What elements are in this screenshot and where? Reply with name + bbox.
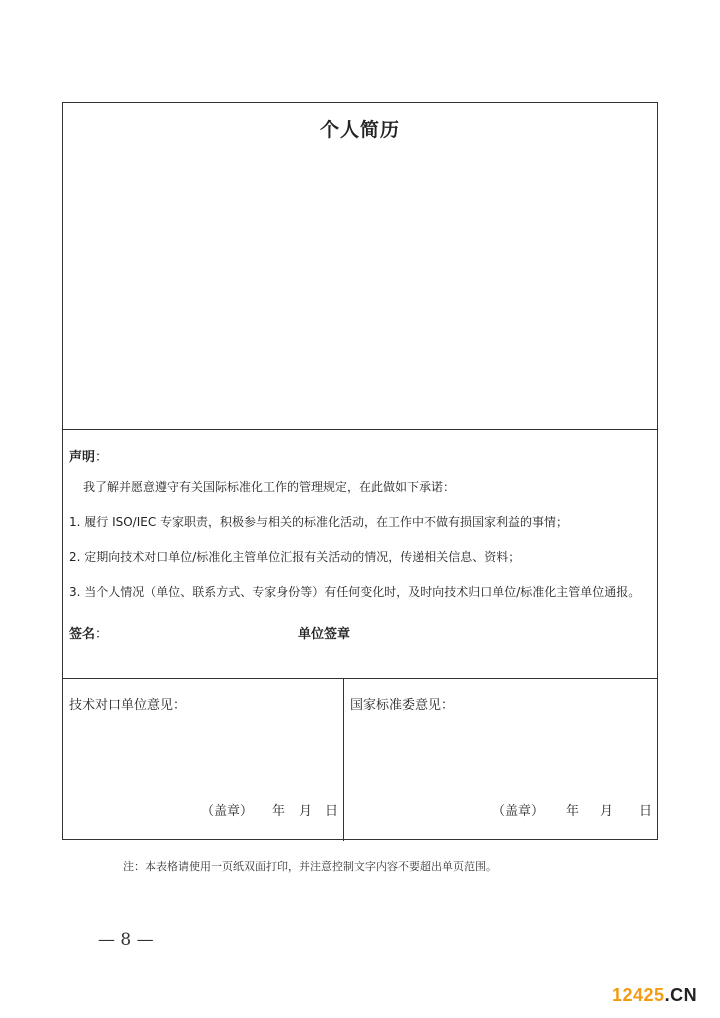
footnote: 注：本表格请使用一页纸双面打印，并注意控制文字内容不要超出单页范围。 — [123, 860, 497, 873]
signature-label — [69, 623, 108, 642]
declaration-section — [63, 430, 657, 679]
declaration-item-1: 1. 履行 ISO/IEC 专家职责，积极参与相关的标准化活动，在工作中不做有损国家利益的事情； — [69, 515, 569, 529]
sac-opinion-label: 国家标准委意见： — [350, 698, 455, 713]
tech-unit-opinion-label: 技术对口单位意见： — [69, 698, 187, 713]
expert-form — [62, 102, 658, 840]
sac-year: 年 — [566, 804, 580, 819]
tech-unit-seal-text: （盖章） — [201, 804, 254, 819]
signature-label-colon: ： — [95, 627, 109, 642]
signature-label-text: 签名 — [69, 627, 96, 642]
declaration-intro: 我了解并愿意遵守有关国际标准化工作的管理规定，在此做如下承诺： — [83, 480, 456, 494]
sac-day: 日 — [639, 804, 653, 819]
resume-title: 个人简历 — [319, 119, 400, 141]
sac-opinion-cell — [344, 679, 659, 841]
tech-unit-opinion-cell — [63, 679, 344, 841]
declaration-item-3: 3. 当个人情况（单位、联系方式、专家身份等）有任何变化时，及时向技术归口单位/标准化主管单位通报。 — [69, 585, 641, 599]
declaration-title-colon: ： — [95, 450, 109, 465]
page-number: — 8 — — [98, 930, 154, 950]
declaration-item-2: 2. 定期向技术对口单位/标准化主管单位汇报有关活动的情况，传递相关信息、资料； — [69, 550, 521, 564]
tech-unit-year: 年 — [272, 804, 286, 819]
declaration-title-text: 声明 — [69, 450, 96, 465]
tech-unit-month: 月 — [299, 804, 313, 819]
declaration-title — [69, 446, 108, 465]
unit-seal-label: 单位签章 — [298, 627, 351, 642]
tech-unit-day: 日 — [325, 804, 339, 819]
sac-month: 月 — [600, 804, 614, 819]
opinions-section — [63, 679, 657, 841]
sac-seal-text: （盖章） — [492, 804, 545, 819]
watermark-domain: .CN — [664, 985, 698, 1005]
watermark-number: 12425 — [612, 985, 665, 1005]
watermark-logo — [612, 985, 697, 1006]
resume-section — [63, 103, 657, 430]
